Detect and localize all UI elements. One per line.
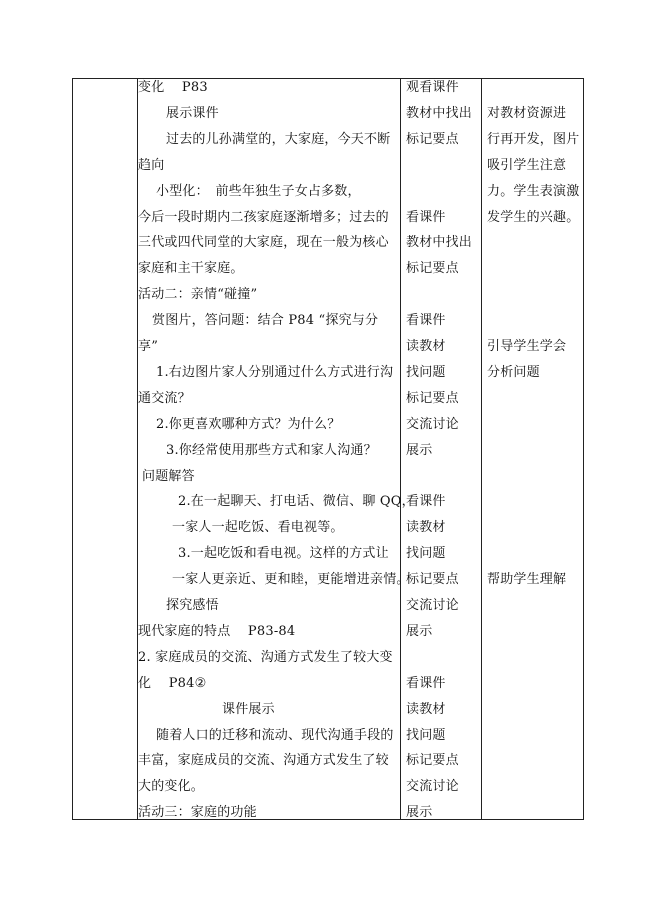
content-line: 小型化： 前些年独生子女占多数， (156, 183, 361, 199)
student-activity-line: 展示 (406, 805, 433, 821)
student-activity-line: 找问题 (406, 546, 446, 562)
design-intent-line: 分析问题 (487, 364, 540, 380)
student-activity-line: 看课件 (406, 313, 446, 329)
student-activity-line: 找问题 (406, 364, 446, 380)
content-line: 变化 P83 (138, 80, 208, 95)
content-line: 过去的儿孙满堂的，大家庭，今天不断 (166, 131, 391, 147)
student-activity-line: 展示 (406, 442, 433, 458)
student-activity-line: 读教材 (406, 520, 446, 536)
content-line: 一家人更亲近、更和睦，更能增进亲情。 (172, 572, 410, 588)
content-line: 通交流？ (138, 390, 191, 406)
content-line: 探究感悟 (166, 598, 219, 613)
column-divider-1 (137, 79, 138, 819)
design-intent-line: 帮助学生理解 (487, 572, 567, 588)
student-activity-line: 读教材 (406, 701, 446, 717)
content-line: 今后一段时期内二孩家庭逐渐增多；过去的 (138, 209, 389, 225)
student-activity-line: 看课件 (406, 209, 446, 225)
content-line: 现代家庭的特点 P83-84 (138, 623, 296, 639)
student-activity-line: 标记要点 (406, 131, 459, 147)
content-line: 1.右边图片家人分别通过什么方式进行沟 (156, 364, 394, 380)
content-line: 一家人一起吃饭、看电视等。 (172, 520, 344, 536)
content-line: 享” (138, 339, 159, 354)
design-intent-line: 对教材资源进 (487, 105, 567, 121)
content-line: 随着人口的迁移和流动、现代沟通手段的 (156, 727, 394, 743)
content-line: 3.一起吃饭和看电视。这样的方式让 (178, 546, 389, 562)
student-activity-line: 交流讨论 (406, 779, 459, 795)
content-line: 三代或四代同堂的大家庭，现在一般为核心 (138, 235, 389, 251)
design-intent-line: 力。学生表演激 (487, 183, 580, 199)
student-activity-line: 交流讨论 (406, 416, 459, 432)
content-line: 活动三：家庭的功能 (138, 805, 257, 821)
content-line: 展示课件 (166, 105, 219, 121)
content-line: 化 P84② (138, 675, 207, 691)
content-line: 大的变化。 (138, 779, 205, 795)
content-line: 2.你更喜欢哪种方式？为什么？ (156, 416, 341, 432)
content-line: 2.在一起聊天、打电话、微信、聊 QQ， (178, 494, 415, 510)
student-activity-line: 标记要点 (406, 753, 459, 769)
content-line: 活动二：亲情“碰撞” (138, 287, 258, 303)
student-activity-line: 标记要点 (406, 390, 459, 406)
design-intent-line: 引导学生学会 (487, 339, 567, 354)
content-line: 赏图片，答问题：结合 P84 “探究与分 (152, 313, 379, 329)
content-line: 家庭和主干家庭。 (138, 261, 244, 277)
design-intent-line: 行再开发，图片 (487, 131, 580, 147)
student-activity-line: 教材中找出 (406, 235, 473, 251)
design-intent-line: 发学生的兴趣。 (487, 209, 580, 225)
content-line: 趋向 (138, 157, 165, 173)
student-activity-line: 看课件 (406, 675, 446, 691)
content-line: 3.你经常使用那些方式和家人沟通？ (166, 442, 377, 458)
student-activity-line: 观看课件 (406, 80, 459, 95)
content-line: 问题解答 (142, 468, 195, 484)
student-activity-line: 标记要点 (406, 261, 459, 277)
student-activity-line: 找问题 (406, 727, 446, 743)
student-activity-line: 展示 (406, 623, 433, 639)
column-divider-2 (400, 79, 401, 819)
student-activity-line: 标记要点 (406, 572, 459, 588)
design-intent-line: 吸引学生注意 (487, 157, 567, 173)
content-line: 2. 家庭成员的交流、沟通方式发生了较大变 (138, 649, 393, 665)
content-line: 丰富，家庭成员的交流、沟通方式发生了较 (138, 753, 389, 769)
student-activity-line: 读教材 (406, 339, 446, 354)
column-divider-3 (481, 79, 482, 819)
student-activity-line: 交流讨论 (406, 598, 459, 613)
student-activity-line: 教材中找出 (406, 105, 473, 121)
content-line: 课件展示 (222, 701, 275, 717)
student-activity-line: 看课件 (406, 494, 446, 510)
